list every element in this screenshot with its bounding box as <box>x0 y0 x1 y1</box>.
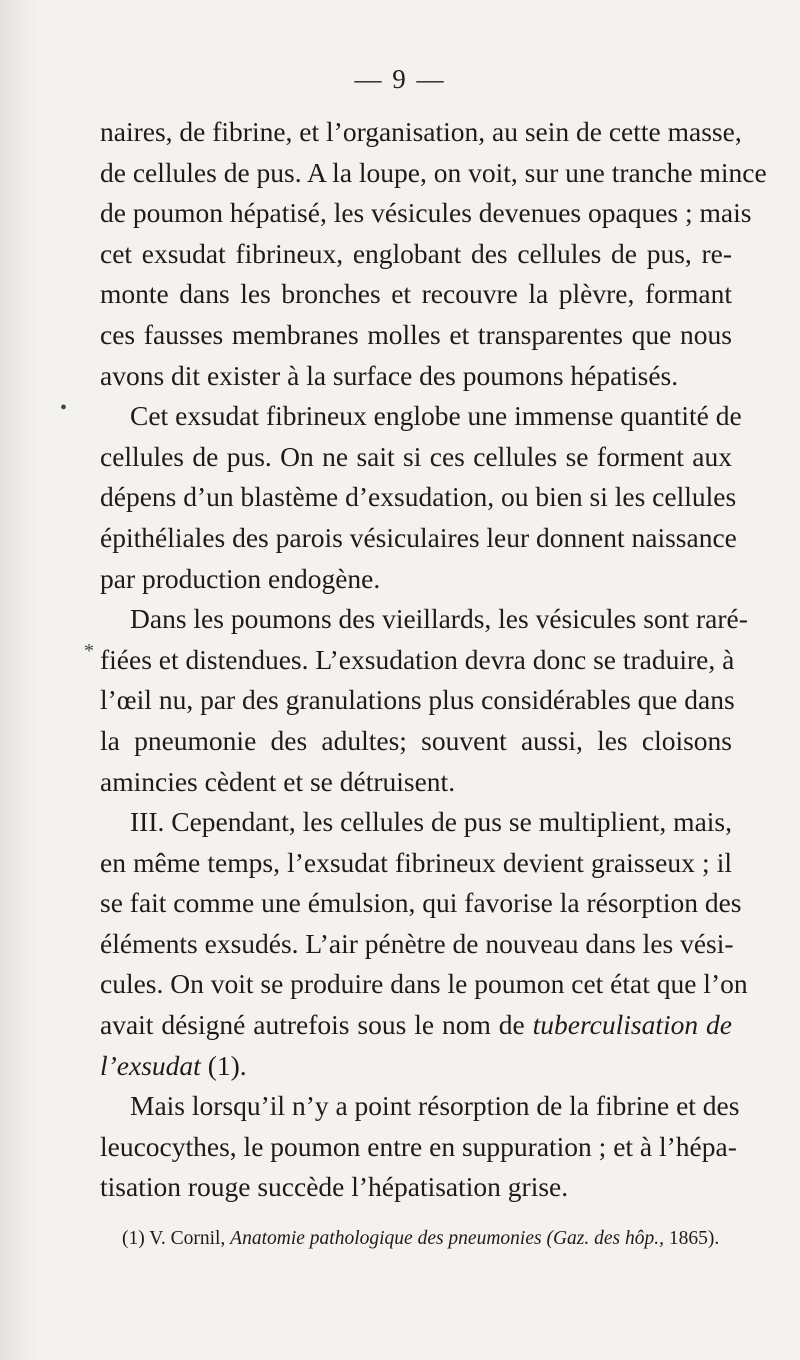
footnote-reference: (1). <box>200 1049 247 1081</box>
text-line: III. Cependant, les cellules de pus se multiplient, mais, <box>130 806 732 838</box>
text-line: naires, de fibrine, et l’organisation, au sein de cette masse, <box>100 116 742 147</box>
text-line: cet exsudat fibrineux, englobant des cellules de pus, re- <box>100 237 732 269</box>
text-line-with-italic <box>100 1046 732 1087</box>
text-line: l’œil nu, par des granulations plus considérables que dans <box>100 684 735 716</box>
italic-term: tuberculisation de <box>532 1009 733 1041</box>
paragraph-3 <box>100 599 748 802</box>
text-line: avait désigné autrefois sous le nom de <box>100 1009 525 1041</box>
footnote-year: 1865). <box>668 1228 720 1249</box>
text-line: fiées et distendues. L’exsudation devra donc se traduire, à <box>100 643 735 675</box>
text-line: amincies cèdent et se détruisent. <box>100 765 456 797</box>
footnote-title: Anatomie pathologique des pneumonies (Gaz. des hôp., <box>230 1228 664 1249</box>
text-line: Cet exsudat fibrineux englobe une immense quantité de <box>130 400 742 432</box>
text-line: se fait comme une émulsion, qui favorise la résorption des <box>100 887 742 919</box>
text-line: cellules de pus. On ne sait si ces cellules se forment aux <box>100 440 732 472</box>
body-text <box>100 112 767 1208</box>
text-line: leucocythes, le poumon entre en suppuration ; et à l’hépa- <box>100 1130 737 1162</box>
italic-term: l’exsudat <box>100 1049 201 1081</box>
text-line: dépens d’un blastème d’exsudation, ou bien si les cellules <box>100 481 737 513</box>
text-line: de cellules de pus. A la loupe, on voit, sur une tranche mince <box>100 156 767 188</box>
text-line-with-italic <box>100 1005 732 1046</box>
footnote <box>122 1228 742 1250</box>
text-line: tisation rouge succède l’hépatisation grise. <box>100 1171 569 1203</box>
text-line: monte dans les bronches et recouvre la plèvre, formant <box>100 278 732 310</box>
margin-asterisk: * <box>84 640 94 662</box>
paragraph-4 <box>100 802 748 1086</box>
text-line: en même temps, l’exsudat fibrineux devient graisseux ; il <box>100 846 732 878</box>
text-line: épithéliales des parois vésiculaires leur donnent naissance <box>100 521 737 553</box>
text-line: par production endogène. <box>100 562 381 594</box>
margin-dot: • <box>60 397 68 419</box>
page-number: — 9 — <box>354 64 446 94</box>
paragraph-5 <box>100 1086 740 1208</box>
paragraph-2 <box>100 396 742 599</box>
page-edge-shadow <box>0 0 38 1360</box>
text-line: Dans les poumons des vieillards, les vésicules sont raré- <box>130 603 748 635</box>
text-line: avons dit exister à la surface des poumons hépatisés. <box>100 359 679 391</box>
text-line: éléments exsudés. L’air pénètre de nouveau dans les vési- <box>100 927 734 959</box>
paragraph-1 <box>100 112 767 396</box>
text-line: la pneumonie des adultes; souvent aussi, les cloisons <box>100 724 732 756</box>
text-line: ces fausses membranes molles et transparentes que nous <box>100 318 732 350</box>
text-line: Mais lorsqu’il n’y a point résorption de la fibrine et des <box>130 1090 740 1122</box>
footnote-marker: (1) V. Cornil, <box>122 1228 226 1249</box>
text-line: de poumon hépatisé, les vésicules devenues opaques ; mais <box>100 197 752 229</box>
text-line: cules. On voit se produire dans le poumon cet état que l’on <box>100 968 748 1000</box>
